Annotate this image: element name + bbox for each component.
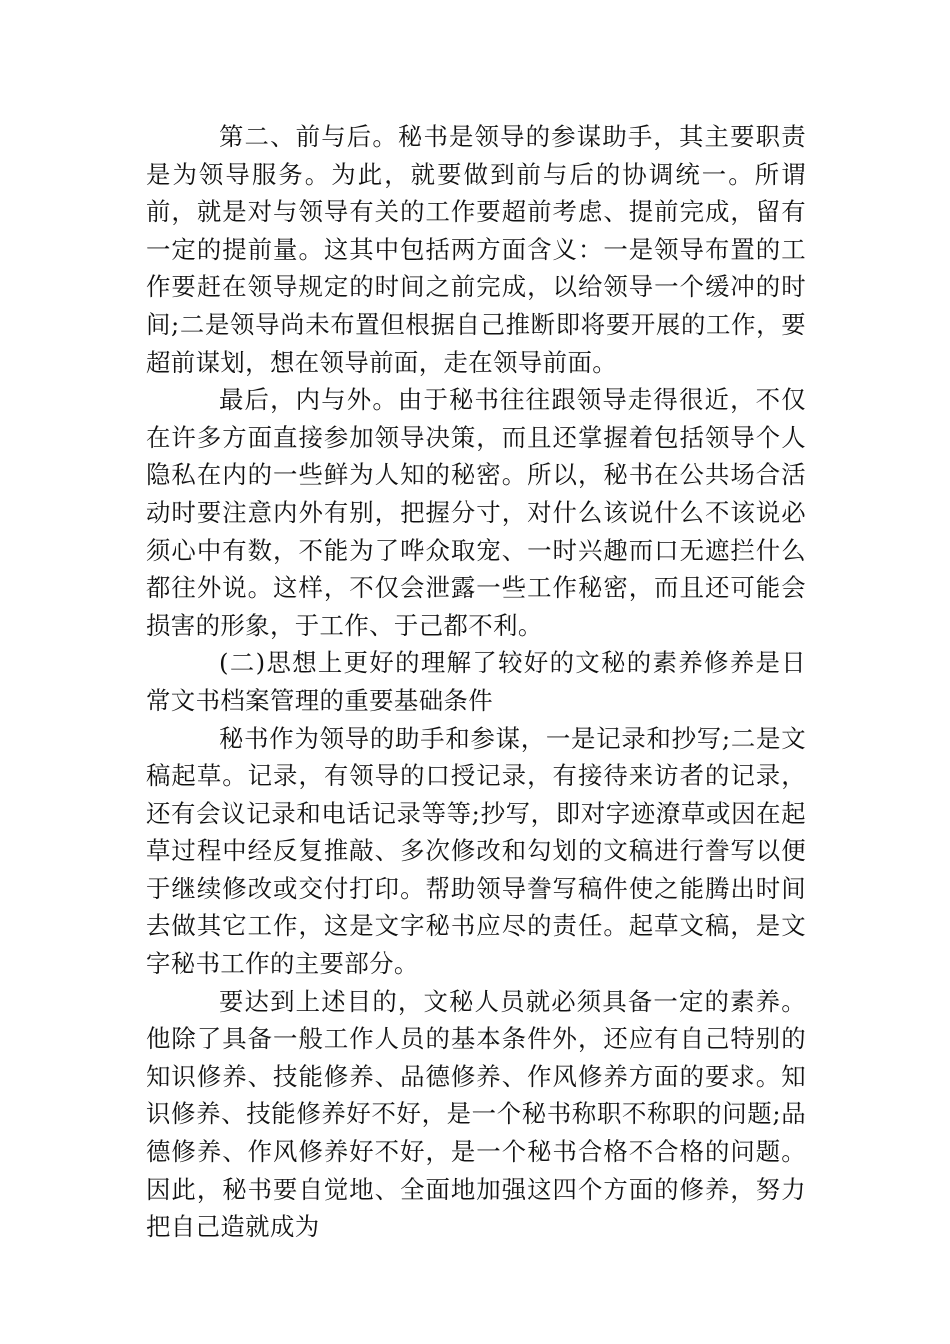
paragraph-front-and-back: 第二、前与后。秘书是领导的参谋助手，其主要职责是为领导服务。为此，就要做到前与后的协调统一。所谓前，就是对与领导有关的工作要超前考虑、提前完成，留有一定的提前量。这其中包括两方面含义：一是领导布置的工作要赶在领导规定的时间之前完成，以给领导一个缓冲的时间;二是领导尚未布置但根据自己推断即将要开展的工作，要超前谋划，想在领导前面，走在领导前面。 [146, 122, 806, 377]
paragraph-secretary-duties: 秘书作为领导的助手和参谋，一是记录和抄写;二是文稿起草。记录，有领导的口授记录，有接待来访者的记录，还有会议记录和电话记录等等;抄写，即对字迹潦草或因在起草过程中经反复推敲、多次修改和勾划的文稿进行誊写以便于继续修改或交付打印。帮助领导誊写稿件使之能腾出时间去做其它工作，这是文字秘书应尽的责任。起草文稿，是文字秘书工作的主要部分。 [146, 723, 806, 979]
paragraph-secretary-qualities: 要达到上述目的，文秘人员就必须具备一定的素养。他除了具备一般工作人员的基本条件外，还应有自己特别的知识修养、技能修养、品德修养、作风修养方面的要求。知识修养、技能修养好不好，是一个秘书称职不称职的问题;品德修养、作风修养好不好，是一个秘书合格不合格的问题。因此，秘书要自觉地、全面地加强这四个方面的修养，努力把自己造就成为 [146, 986, 806, 1242]
paragraph-inside-and-outside: 最后，内与外。由于秘书往往跟领导走得很近，不仅在许多方面直接参加领导决策，而且还掌握着包括领导个人隐私在内的一些鲜为人知的秘密。所以，秘书在公共场合活动时要注意内外有别，把握分寸，对什么该说什么不该说必须心中有数，不能为了哗众取宠、一时兴趣而口无遮拦什么都往外说。这样，不仅会泄露一些工作秘密，而且还可能会损害的形象，于工作、于己都不利。 [146, 385, 806, 640]
document-body [146, 118, 806, 1246]
section-heading: (二)思想上更好的理解了较好的文秘的素养修养是日常文书档案管理的重要基础条件 [146, 648, 806, 715]
